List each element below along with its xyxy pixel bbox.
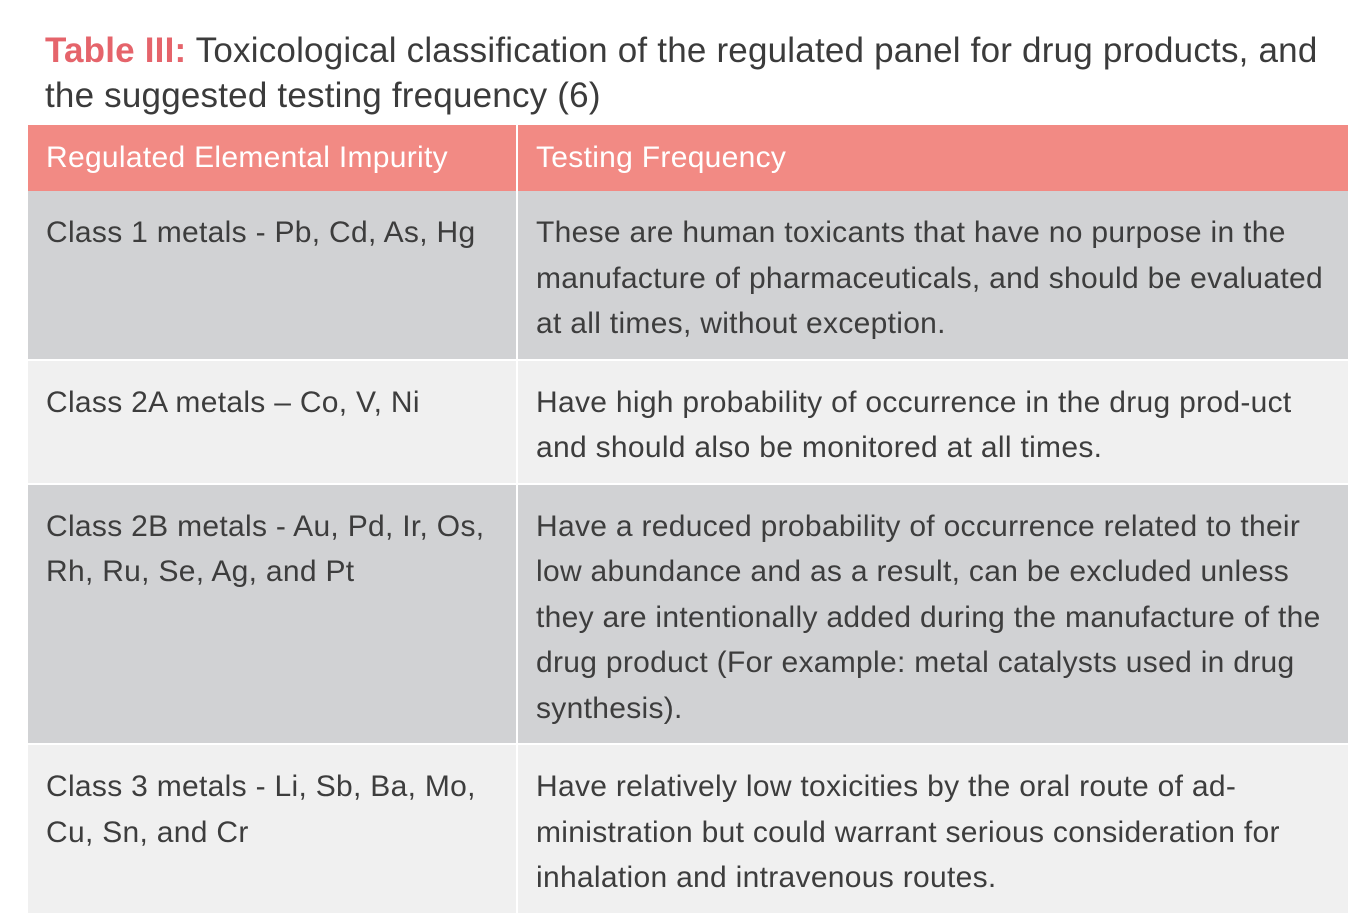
impurity-cell: Class 1 metals - Pb, Cd, As, Hg (28, 191, 517, 360)
table-header-row (28, 125, 1348, 191)
table-caption-text: Toxicological classification of the regulated panel for drug products, and the suggested testing frequency (6) (45, 31, 1318, 115)
frequency-cell: Have a reduced probability of occurrence related to their low abundance and as a result, can be excluded unless they are intentionally added during the manufacture of the drug product (For example: metal catalysts used in drug synthesis). (517, 484, 1348, 745)
table-row (28, 484, 1348, 745)
table-caption (45, 28, 1335, 118)
table-row (28, 191, 1348, 360)
frequency-cell: Have relatively low toxicities by the oral route of ad-ministration but could warrant serious consideration for inhalation and intravenous routes. (517, 744, 1348, 913)
frequency-cell: Have high probability of occurrence in the drug prod-uct and should also be monitored at all times. (517, 360, 1348, 484)
frequency-cell: These are human toxicants that have no purpose in the manufacture of pharmaceuticals, and should be evaluated at all times, without exception. (517, 191, 1348, 360)
table-row (28, 360, 1348, 484)
impurity-cell: Class 2A metals – Co, V, Ni (28, 360, 517, 484)
table-row (28, 744, 1348, 913)
column-header-frequency: Testing Frequency (517, 125, 1348, 191)
table-caption-label: Table III: (45, 31, 187, 70)
impurity-cell: Class 2B metals - Au, Pd, Ir, Os, Rh, Ru, Se, Ag, and Pt (28, 484, 517, 745)
column-header-impurity: Regulated Elemental Impurity (28, 125, 517, 191)
impurity-table (28, 125, 1348, 913)
impurity-cell: Class 3 metals - Li, Sb, Ba, Mo, Cu, Sn, and Cr (28, 744, 517, 913)
